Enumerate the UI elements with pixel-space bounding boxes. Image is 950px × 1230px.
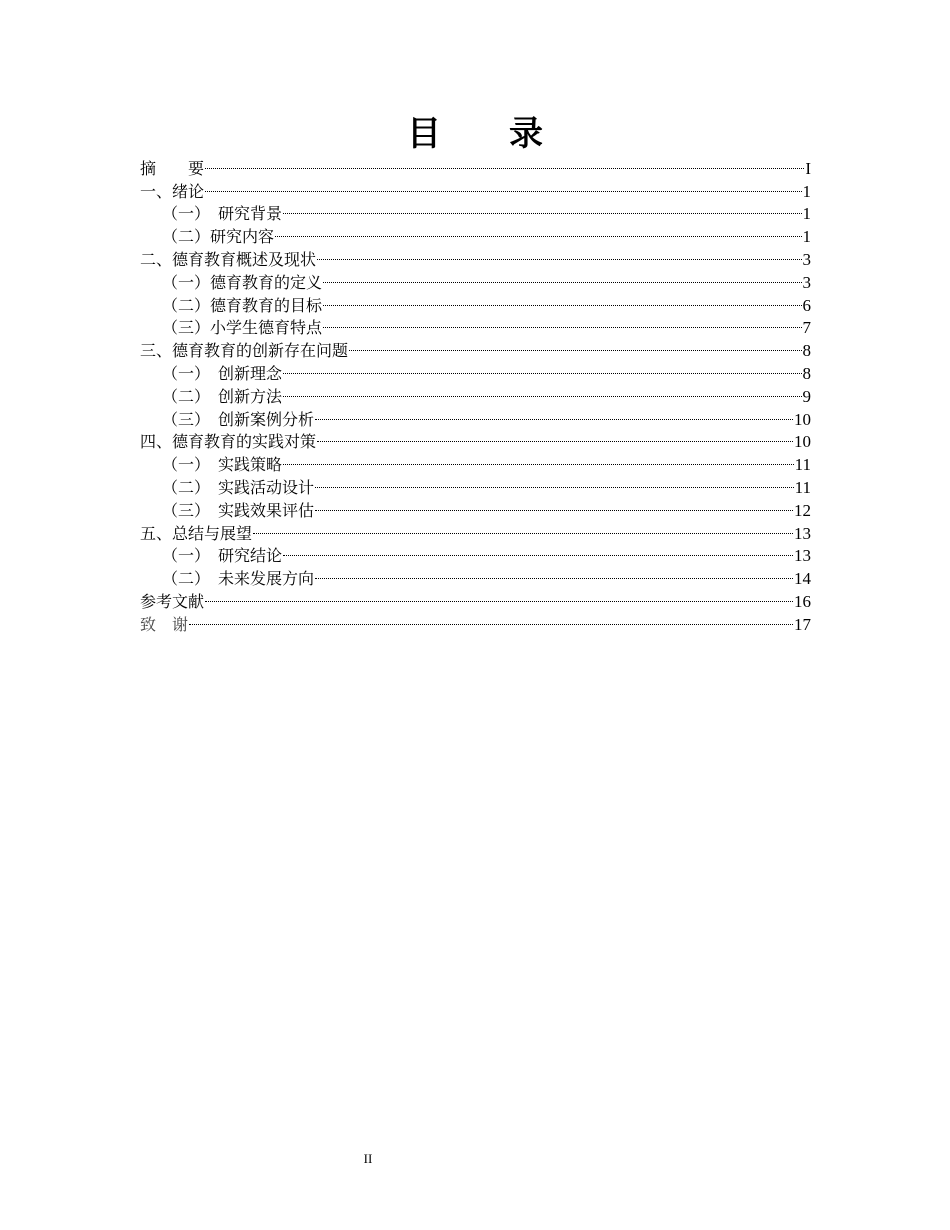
toc-entry-page: 1 (802, 181, 811, 201)
toc-entry-page: 8 (802, 363, 811, 383)
toc-entry-label: 三、德育教育的创新存在问题 (140, 341, 349, 361)
toc-entry-label: （二）研究内容 (162, 227, 275, 247)
toc-entry-label: （二） 创新方法 (162, 386, 283, 406)
toc-entry-label: （一） 研究结论 (162, 546, 283, 566)
toc-entry-page: 6 (802, 295, 811, 315)
toc-entry-label: （二）德育教育的目标 (162, 295, 323, 315)
dot-leader (283, 356, 801, 379)
toc-entry-label: 五、总结与展望 (140, 523, 253, 543)
toc-entry-page: 13 (794, 523, 811, 543)
dot-leader (315, 561, 793, 584)
toc-entry-page: 1 (802, 227, 811, 247)
toc-entry-label: （三） 创新案例分析 (162, 409, 315, 429)
dot-leader (317, 425, 793, 448)
dot-leader (317, 242, 801, 265)
toc-entry-page: 8 (802, 341, 811, 361)
page-number: II (363, 1151, 373, 1166)
dot-leader (315, 470, 794, 493)
dot-leader (323, 265, 801, 288)
dot-leader (283, 379, 801, 402)
toc-entry-page: 9 (802, 386, 811, 406)
dot-leader (315, 402, 793, 425)
toc-entry-label: 致 谢 (140, 614, 189, 634)
dot-leader (205, 174, 801, 197)
toc-entry-page: 3 (802, 249, 811, 269)
toc-entry-label: 四、德育教育的实践对策 (140, 432, 317, 452)
toc-entry-page: 16 (794, 591, 811, 611)
toc-entry-page: 12 (794, 500, 811, 520)
dot-leader (323, 288, 801, 311)
dot-leader (189, 607, 793, 630)
toc-entry-label: （一）德育教育的定义 (162, 272, 323, 292)
toc-entry-page: 1 (802, 204, 811, 224)
toc-entry-page: 3 (802, 272, 811, 292)
toc-entry-label: （一） 实践策略 (162, 455, 283, 475)
toc-entry-page: 11 (794, 477, 811, 497)
toc-entry-page: 10 (794, 409, 811, 429)
toc-entry-label: （三） 实践效果评估 (162, 500, 315, 520)
toc-entry-references[interactable] (140, 584, 811, 611)
toc-entry-page: 14 (794, 569, 811, 589)
dot-leader (349, 333, 801, 356)
toc-entry-label: （三）小学生德育特点 (162, 318, 323, 338)
toc-entry-abstract[interactable] (140, 151, 811, 178)
page-title: 目 录 (407, 114, 543, 154)
toc-entry-chapter-1[interactable] (140, 174, 811, 201)
table-of-contents (140, 151, 811, 634)
toc-entry-page: 17 (794, 614, 811, 634)
dot-leader (283, 447, 794, 470)
toc-entry-page: 10 (794, 432, 811, 452)
dot-leader (205, 584, 793, 607)
dot-leader (205, 151, 804, 174)
toc-entry-page: 7 (802, 318, 811, 338)
dot-leader (283, 539, 793, 562)
toc-entry-label: （二） 未来发展方向 (162, 569, 315, 589)
toc-entry-label: 二、德育教育概述及现状 (140, 249, 317, 269)
toc-entry-section-1-1[interactable] (140, 197, 811, 224)
toc-entry-label: （二） 实践活动设计 (162, 477, 315, 497)
toc-entry-page: I (805, 158, 811, 178)
toc-entry-page: 11 (794, 455, 811, 475)
toc-entry-acknowledgements[interactable] (140, 607, 811, 634)
dot-leader (315, 493, 793, 516)
toc-entry-label: （一） 研究背景 (162, 204, 283, 224)
toc-entry-label: 参考文献 (140, 591, 205, 611)
toc-entry-label: 一、绪论 (140, 181, 205, 201)
dot-leader (323, 311, 801, 334)
dot-leader (283, 197, 801, 220)
toc-entry-page: 13 (794, 546, 811, 566)
toc-entry-label: 摘 要 (140, 158, 205, 178)
dot-leader (275, 219, 801, 242)
toc-entry-label: （一） 创新理念 (162, 363, 283, 383)
dot-leader (253, 516, 793, 539)
